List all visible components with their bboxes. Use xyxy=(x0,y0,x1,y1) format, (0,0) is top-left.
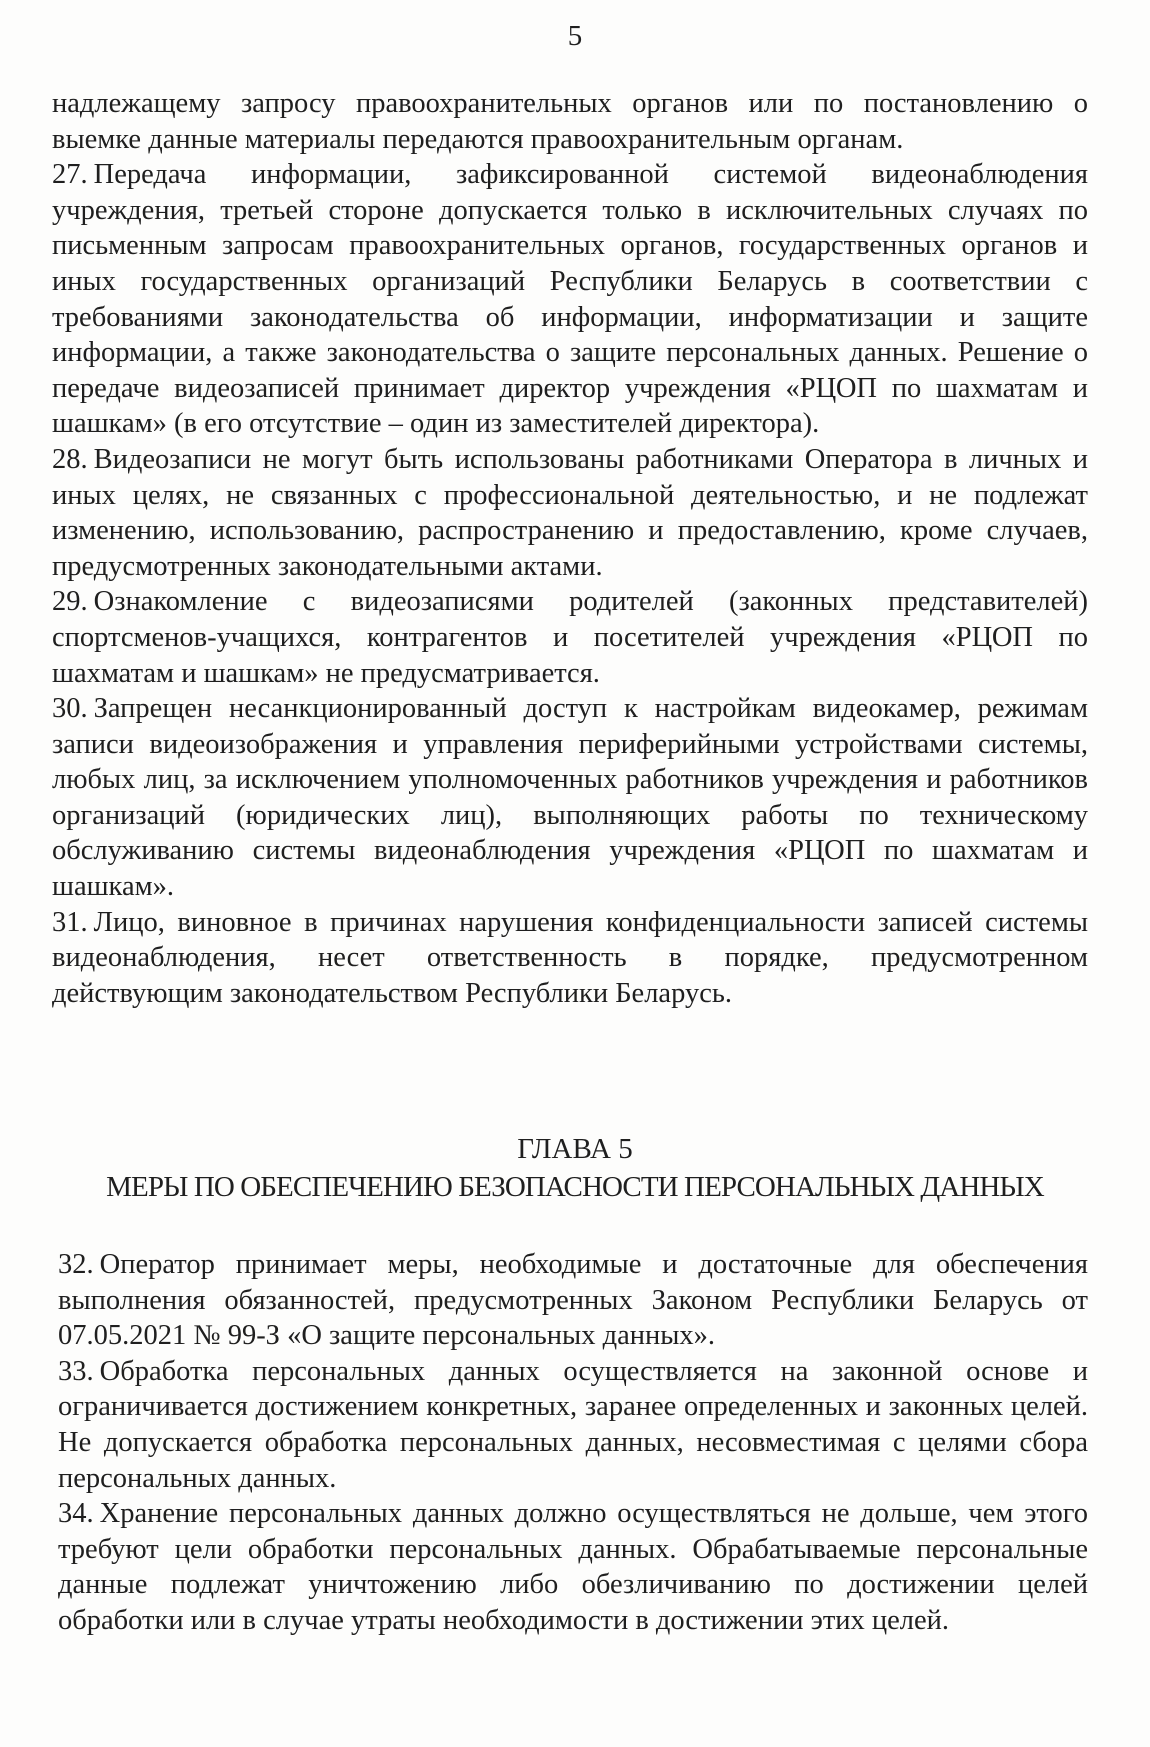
clause-number: 29. xyxy=(52,586,88,618)
clause-number: 31. xyxy=(52,906,88,938)
chapter-title: МЕРЫ ПО ОБЕСПЕЧЕНИЮ БЕЗОПАСНОСТИ ПЕРСОНАЛЬНЫХ ДАННЫХ xyxy=(106,1171,1044,1203)
clause-number: 34. xyxy=(58,1498,94,1530)
clause-text: Ознакомление с видеозаписями родителей (законных представителей) спортсменов-учащихся, контрагентов и посетителей учреждения «РЦОП по шахматам и шашкам» не предусматривается. xyxy=(52,586,1088,689)
page-number: 5 xyxy=(567,20,583,52)
clause-32 xyxy=(58,1247,1088,1354)
clause-number: 28. xyxy=(52,443,88,475)
clause-text: Оператор принимает меры, необходимые и достаточные для обеспечения выполнения обязанностей, предусмотренных Законом Республики Беларусь от 07.05.2021 № 99-З «О защите персональных данных». xyxy=(58,1249,1088,1352)
clause-number: 30. xyxy=(52,693,88,725)
clause-text: Передача информации, зафиксированной системой видеонаблюдения учреждения, третьей стороне допускается только в исключительных случаях по письменным запросам правоохранительных органов, государственных органов и иных государственных организаций Республики Беларусь в соответствии с требованиями законодательства об информации, информатизации и защите информации, а также законодательства о защите персональных данных. Решение о передаче видеозаписей принимает директор учреждения «РЦОП по шахматам и шашкам» (в его отсутствие – один из заместителей директора). xyxy=(52,159,1088,440)
clauses-top xyxy=(52,86,1088,1011)
clause-28 xyxy=(52,442,1088,584)
clause-text: Хранение персональных данных должно осуществляться не дольше, чем этого требуют цели обработки персональных данных. Обрабатываемые персональные данные подлежат уничтожению либо обезличиванию по достижении целей обработки или в случае утраты необходимости в достижении этих целей. xyxy=(58,1498,1088,1636)
clause-30 xyxy=(52,691,1088,905)
clause-number: 33. xyxy=(58,1355,94,1387)
clause-33 xyxy=(58,1354,1088,1496)
continuation-paragraph: надлежащему запросу правоохранительных органов или по постановлению о выемке данные материалы передаются правоохранительным органам. xyxy=(52,88,1088,155)
clauses-bottom xyxy=(58,1247,1088,1639)
clause-number: 27. xyxy=(52,159,88,191)
clause-31 xyxy=(52,905,1088,1012)
clause-text: Видеозаписи не могут быть использованы работниками Оператора в личных и иных целях, не связанных с профессиональной деятельностью, и не подлежат изменению, использованию, распространению и предоставлению, кроме случаев, предусмотренных законодательными актами. xyxy=(52,443,1088,582)
clause-text: Запрещен несанкционированный доступ к настройкам видеокамер, режимам записи видеоизображения и управления периферийными устройствами системы, любых лиц, за исключением уполномоченных работников учреждения и работников организаций (юридических лиц), выполняющих работы по техническому обслуживанию системы видеонаблюдения учреждения «РЦОП по шахматам и шашкам». xyxy=(52,693,1088,903)
clause-text: Лицо, виновное в причинах нарушения конфиденциальности записей системы видеонаблюдения, несет ответственность в порядке, предусмотренном действующим законодательством Республики Беларусь. xyxy=(52,906,1088,1009)
clause-34 xyxy=(58,1496,1088,1638)
clause-number: 32. xyxy=(58,1249,94,1280)
clause-text: Обработка персональных данных осуществляется на законной основе и ограничивается достижением конкретных, заранее определенных и законных целей. Не допускается обработка персональных данных, несовместимая с целями сбора персональных данных. xyxy=(58,1355,1088,1494)
clause-29 xyxy=(52,584,1088,691)
chapter-label: ГЛАВА 5 xyxy=(517,1133,633,1165)
clause-27 xyxy=(52,157,1088,442)
